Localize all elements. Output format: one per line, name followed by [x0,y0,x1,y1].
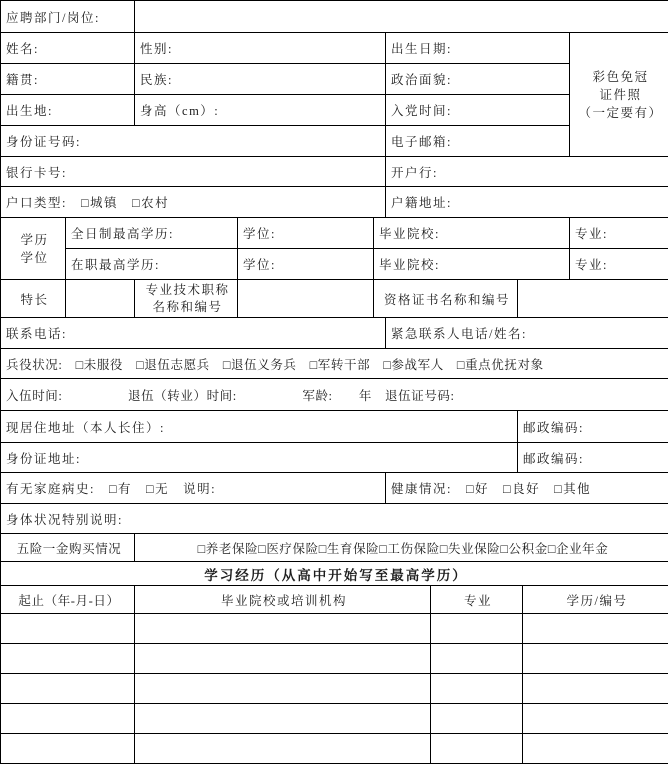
edu-row-3 [1,674,668,704]
edu-school-input[interactable] [135,704,431,734]
fulltime-school-field[interactable]: 毕业院校: [374,218,570,249]
fulltime-degree-field[interactable]: 学位: [238,218,374,249]
edu-row-5 [1,734,668,764]
edu-period-input[interactable] [1,674,135,704]
bank-card-field[interactable]: 银行卡号: [1,157,386,187]
edu-major-input[interactable] [431,734,523,764]
birth-place-field[interactable]: 出生地: [1,95,135,126]
apply-department-label: 应聘部门/岗位: [1,1,135,33]
edu-degree-input[interactable] [523,644,668,674]
row-insurance [1,534,668,562]
professional-title-input[interactable] [238,280,374,318]
health-status-checkboxes[interactable]: 健康情况: □好 □良好 □其他 [386,473,668,504]
photo-placeholder[interactable] [570,33,668,157]
qualification-cert-label: 资格证书名称和编号 [374,280,518,318]
current-address-field[interactable]: 现居住地址（本人长住）: [1,411,518,443]
insurance-label: 五险一金购买情况 [1,534,135,562]
fulltime-major-field[interactable]: 专业: [570,218,668,249]
onjob-highest-field[interactable]: 在职最高学历: [66,249,238,280]
row-current-address [1,411,668,443]
edu-col-degree-header: 学历/编号 [523,586,668,614]
family-history-checkboxes[interactable]: 有无家庭病史: □有 □无 说明: [1,473,386,504]
row-fulltime-education [1,218,668,249]
row-household [1,187,668,218]
row-physical-note [1,504,668,534]
id-postal-code-field[interactable]: 邮政编码: [518,443,668,473]
edu-major-input[interactable] [431,704,523,734]
native-place-field[interactable]: 籍贯: [1,64,135,95]
edu-period-input[interactable] [1,704,135,734]
photo-note-line1: 彩色免冠 [592,69,649,84]
onjob-degree-field[interactable]: 学位: [238,249,374,280]
insurance-checkboxes[interactable]: □养老保险□医疗保险□生育保险□工伤保险□失业保险□公积金□企业年金 [135,534,668,562]
edu-school-input[interactable] [135,644,431,674]
physical-note-field[interactable]: 身体状况特别说明: [1,504,668,534]
enlistment-fields[interactable]: 入伍时间: 退伍（转业）时间: 军龄: 年 退伍证号码: [1,379,668,411]
ethnicity-field[interactable]: 民族: [135,64,386,95]
household-type-checkboxes[interactable]: 户口类型: □城镇 □农村 [1,187,386,218]
row-specialty [1,280,668,318]
emergency-contact-field[interactable]: 紧急联系人电话/姓名: [386,318,668,349]
row-apply-department [1,1,668,33]
row-health [1,473,668,504]
professional-title-line1: 专业技术职称 [145,282,230,297]
military-service-checkboxes[interactable]: 兵役状况: □未服役 □退伍志愿兵 □退伍义务兵 □军转干部 □参战军人 □重点优抚对象 [1,349,668,379]
id-number-field[interactable]: 身份证号码: [1,126,386,157]
photo-note-line3: （一定要有） [578,105,663,120]
bank-branch-field[interactable]: 开户行: [386,157,668,187]
professional-title-label [135,280,238,318]
photo-note [575,68,666,122]
current-postal-code-field[interactable]: 邮政编码: [518,411,668,443]
row-name [1,33,668,64]
professional-title-text [140,282,235,316]
photo-note-line2: 证件照 [599,87,642,102]
email-field[interactable]: 电子邮箱: [386,126,570,157]
edu-degree-input[interactable] [523,704,668,734]
edu-major-input[interactable] [431,644,523,674]
edu-school-input[interactable] [135,674,431,704]
edu-col-period-header: 起止（年-月-日） [1,586,135,614]
phone-field[interactable]: 联系电话: [1,318,386,349]
specialty-input[interactable] [66,280,135,318]
row-military-service [1,349,668,379]
party-join-time-field[interactable]: 入党时间: [386,95,570,126]
professional-title-line2: 名称和编号 [152,299,223,314]
row-onjob-education [1,249,668,280]
edu-col-major-header: 专业 [431,586,523,614]
degree-section-label [1,218,66,280]
edu-period-input[interactable] [1,614,135,644]
row-native-place [1,64,668,95]
specialty-label: 特长 [1,280,66,318]
edu-major-input[interactable] [431,614,523,644]
id-card-address-field[interactable]: 身份证地址: [1,443,518,473]
edu-period-input[interactable] [1,734,135,764]
row-phone [1,318,668,349]
edu-school-input[interactable] [135,734,431,764]
qualification-cert-input[interactable] [518,280,668,318]
edu-degree-input[interactable] [523,734,668,764]
degree-section-text [6,231,63,267]
row-enlistment [1,379,668,411]
edu-period-input[interactable] [1,644,135,674]
row-education-title [1,562,668,586]
degree-section-line1: 学历 [20,232,49,247]
apply-department-input[interactable] [135,1,668,33]
row-birth-place [1,95,668,126]
onjob-school-field[interactable]: 毕业院校: [374,249,570,280]
household-address-field[interactable]: 户籍地址: [386,187,668,218]
row-education-header [1,586,668,614]
height-field[interactable]: 身高（cm）: [135,95,386,126]
row-id-number [1,126,668,157]
political-status-field[interactable]: 政治面貌: [386,64,570,95]
gender-field[interactable]: 性别: [135,33,386,64]
edu-degree-input[interactable] [523,614,668,644]
education-section-title: 学习经历（从高中开始写至最高学历） [1,562,668,586]
row-bank [1,157,668,187]
fulltime-highest-field[interactable]: 全日制最高学历: [66,218,238,249]
degree-section-line2: 学位 [20,250,49,265]
birth-date-field[interactable]: 出生日期: [386,33,570,64]
edu-row-1 [1,614,668,644]
edu-degree-input[interactable] [523,674,668,704]
onjob-major-field[interactable]: 专业: [570,249,668,280]
row-id-card-address [1,443,668,473]
edu-major-input[interactable] [431,674,523,704]
edu-row-2 [1,644,668,674]
name-field[interactable]: 姓名: [1,33,135,64]
edu-row-4 [1,704,668,734]
edu-school-input[interactable] [135,614,431,644]
edu-col-school-header: 毕业院校或培训机构 [135,586,431,614]
